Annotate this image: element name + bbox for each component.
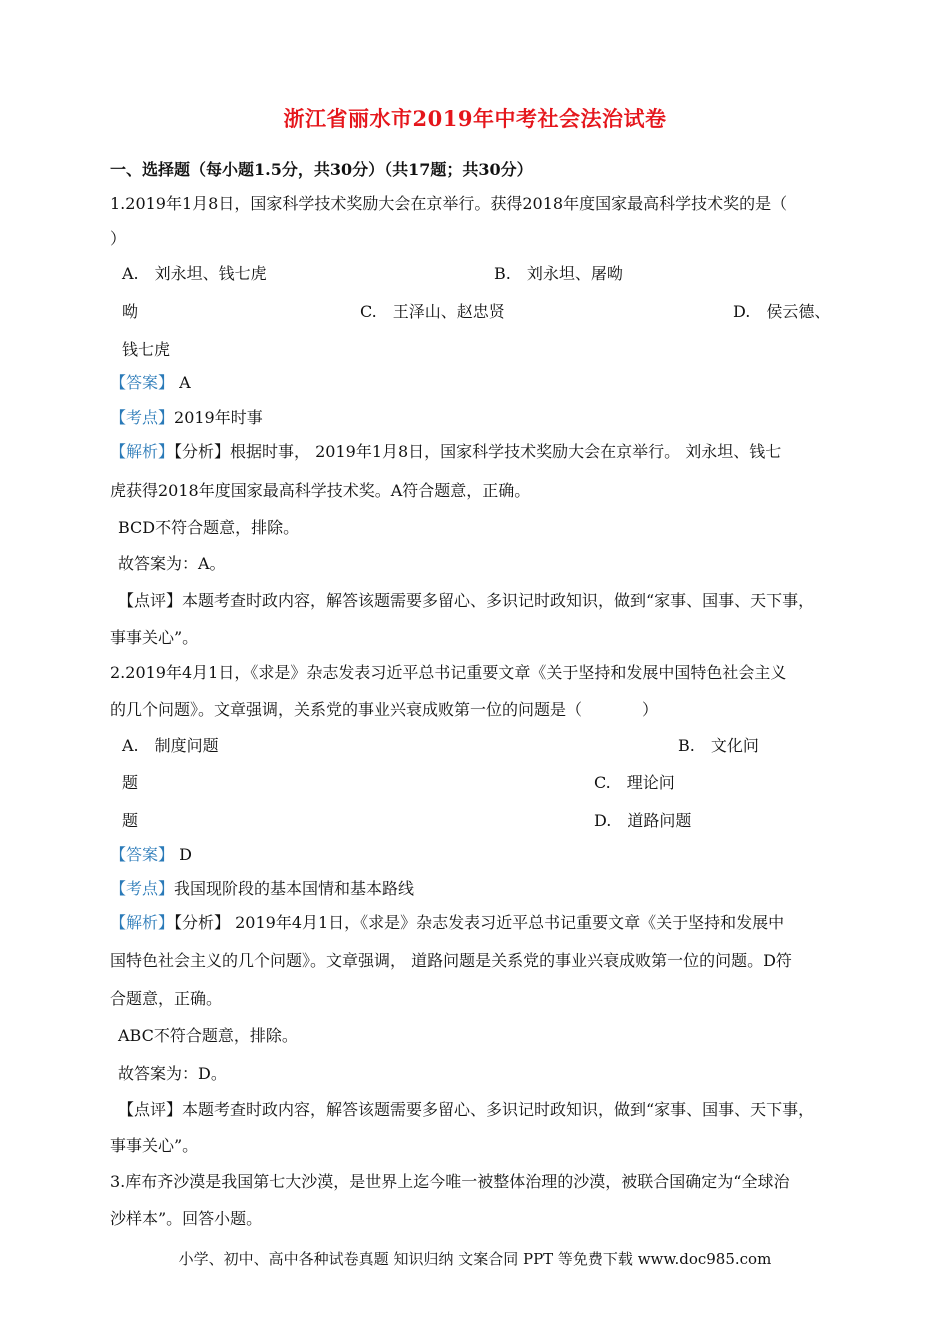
q1-stem-line2: ） [110, 229, 127, 248]
q1-option-d-cont: 钱七虎 [122, 340, 171, 359]
q2-answer-value: D [174, 845, 192, 864]
q2-option-b: B. 文化问 [678, 736, 759, 755]
q2-comment-line1: 【点评】本题考查时政内容，解答该题需要多留心、多识记时政知识，做到“家事、国事、天下事， [118, 1100, 815, 1119]
q2-stem-line1: 2.2019年4月1日，《求是》杂志发表习近平总书记重要文章《关于坚持和发展中国特色社会主义 [110, 663, 787, 682]
q2-stem-line2a: 的几个问题》。文章强调，关系党的事业兴衰成败第一位的问题是（ [110, 700, 583, 719]
answer-tag: 【答案】 [110, 845, 175, 864]
q1-analysis-line2: 虎获得2018年度国家最高科学技术奖。A符合题意，正确。 [110, 481, 531, 500]
answer-tag: 【答案】 [110, 373, 175, 392]
q1-option-b: B. 刘永坦、屠呦 [494, 264, 623, 283]
page-title: 浙江省丽水市2019年中考社会法治试卷 [283, 106, 667, 131]
q2-analysis-line5: 故答案为：D。 [118, 1064, 227, 1083]
q1-analysis-line4: 故答案为：A。 [118, 554, 226, 573]
q2-stem-line2 [110, 700, 658, 720]
q1-analysis-line3: BCD不符合题意，排除。 [118, 518, 300, 537]
q1-point [110, 408, 263, 428]
q1-option-a: A. 刘永坦、钱七虎 [122, 264, 267, 283]
analysis-tag: 【解析】 [110, 913, 175, 932]
analysis-tag: 【解析】 [110, 442, 175, 461]
q3-stem-line1: 3.库布齐沙漠是我国第七大沙漠，是世界上迄今唯一被整体治理的沙漠，被联合国确定为“全球治 [110, 1172, 790, 1191]
q2-analysis [110, 913, 784, 933]
q1-answer-value: A [174, 373, 191, 392]
q1-comment-line2: 事事关心”。 [110, 628, 199, 647]
q1-answer [110, 373, 191, 393]
q1-stem-line1: 1.2019年1月8日，国家科学技术奖励大会在京举行。获得2018年度国家最高科学技术奖的是（ [110, 194, 788, 213]
q1-option-c: C. 王泽山、赵忠贤 [360, 302, 505, 321]
q2-point [110, 879, 414, 899]
q2-option-d: D. 道路问题 [594, 811, 692, 830]
q1-point-value: 2019年时事 [174, 408, 263, 427]
q2-option-c: C. 理论问 [594, 773, 675, 792]
q2-answer [110, 845, 192, 865]
q1-option-b-cont: 呦 [122, 302, 139, 321]
q2-analysis-line3: 合题意，正确。 [110, 989, 223, 1008]
q1-option-d: D. 侯云德、 [733, 302, 831, 321]
q2-option-c-cont: 题 [122, 811, 139, 830]
q2-point-value: 我国现阶段的基本国情和基本路线 [174, 879, 415, 898]
q2-analysis-line1: 【分析】 2019年4月1日，《求是》杂志发表习近平总书记重要文章《关于坚持和发展中 [174, 913, 785, 932]
page-footer: 小学、初中、高中各种试卷真题 知识归纳 文案合同 PPT 等免费下载 www.doc985.com [178, 1250, 772, 1268]
q1-analysis-line1: 【分析】根据时事， 2019年1月8日，国家科学技术奖励大会在京举行。 刘永坦、钱七 [174, 442, 782, 461]
q3-stem-line2: 沙样本”。回答小题。 [110, 1209, 263, 1228]
q2-analysis-line4: ABC不符合题意，排除。 [118, 1026, 298, 1045]
point-tag: 【考点】 [110, 879, 175, 898]
point-tag: 【考点】 [110, 408, 175, 427]
q2-option-a: A. 制度问题 [122, 736, 219, 755]
q2-stem-line2b: ） [642, 700, 659, 719]
section-header: 一、选择题（每小题1.5分，共30分）（共17题；共30分） [110, 160, 533, 179]
q2-comment-line2: 事事关心”。 [110, 1136, 199, 1155]
q2-analysis-line2: 国特色社会主义的几个问题》。文章强调， 道路问题是关系党的事业兴衰成败第一位的问题。D符 [110, 951, 792, 970]
q1-comment-line1: 【点评】本题考查时政内容，解答该题需要多留心、多识记时政知识，做到“家事、国事、天下事， [118, 591, 815, 610]
q2-option-b-cont: 题 [122, 773, 139, 792]
q1-analysis [110, 442, 781, 462]
